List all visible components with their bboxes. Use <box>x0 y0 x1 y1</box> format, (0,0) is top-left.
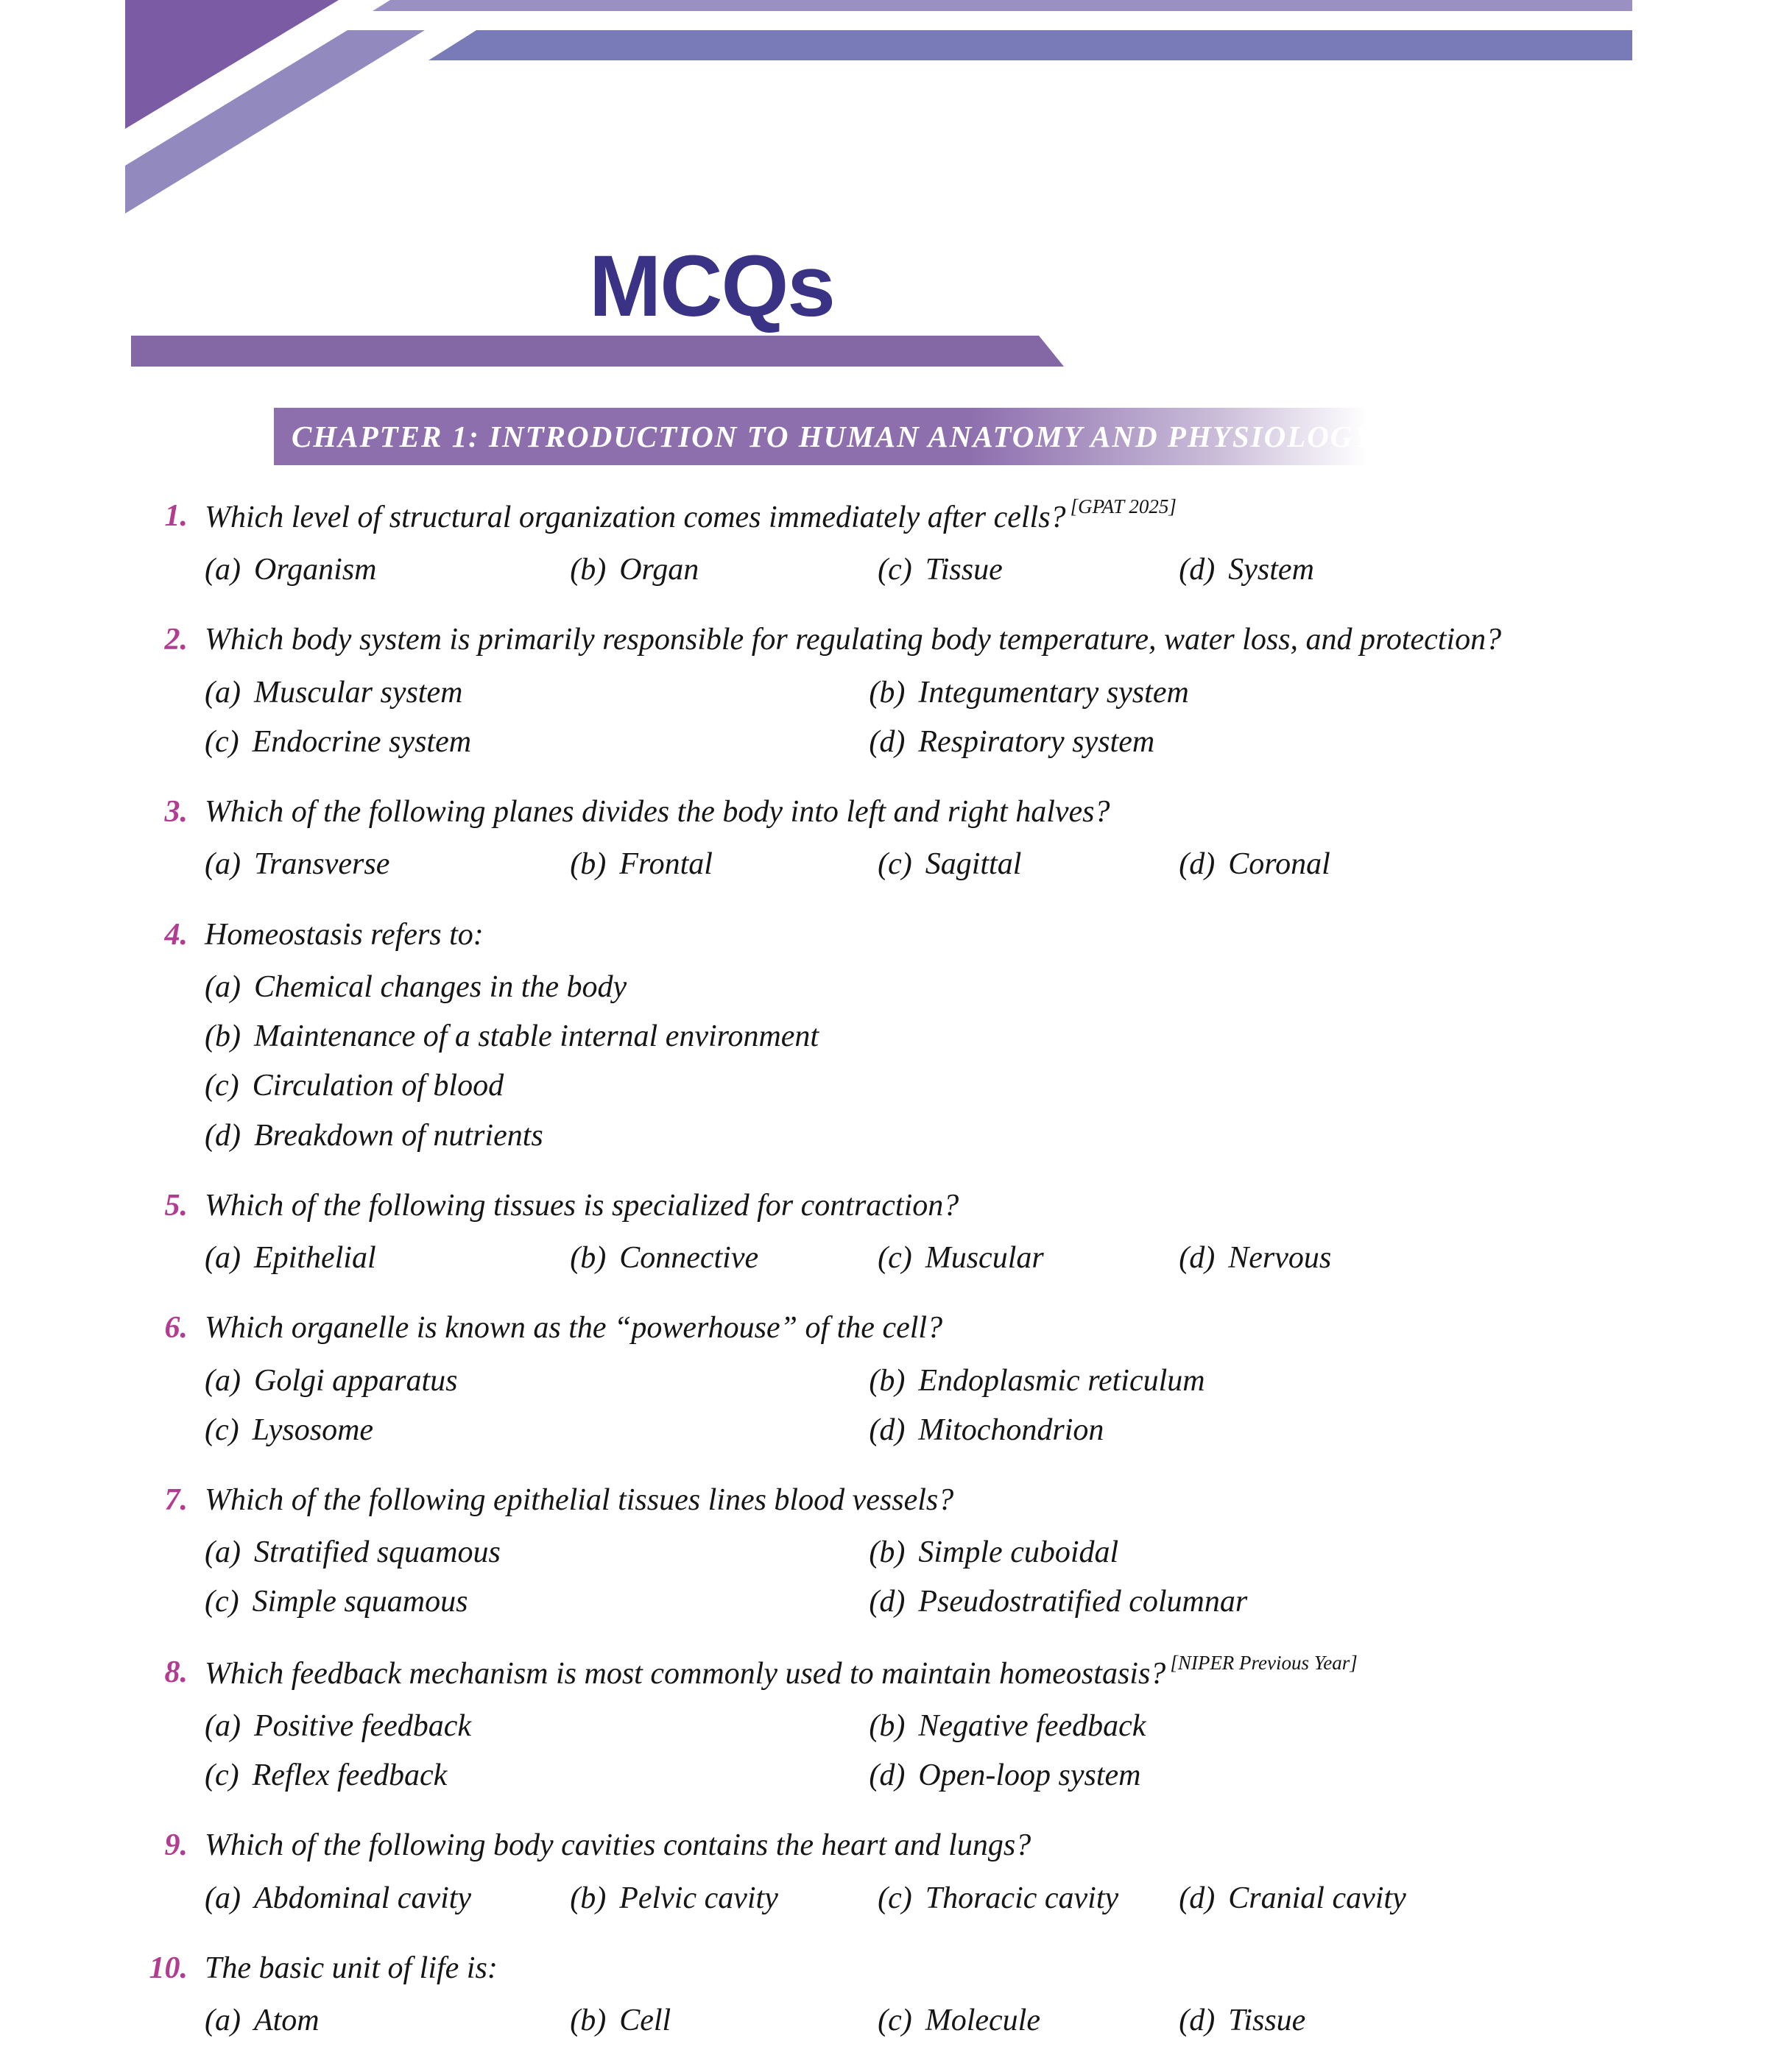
option[interactable] <box>205 1708 861 1745</box>
option-text: Molecule <box>925 2004 1040 2038</box>
option[interactable] <box>570 551 870 589</box>
option-label: (b) <box>570 1881 607 1915</box>
option-text: Integumentary system <box>918 675 1189 710</box>
question-number: 7. <box>164 1482 188 1517</box>
option-text: Mitochondrion <box>918 1412 1104 1447</box>
question-number: 5. <box>164 1188 188 1223</box>
question-text: Which of the following body cavities contains the heart and lungs? <box>205 1828 1031 1863</box>
option-label: (a) <box>205 1708 241 1743</box>
option-text: Epithelial <box>253 1241 376 1276</box>
option-text: Pseudostratified columnar <box>918 1585 1248 1619</box>
options-grid <box>205 674 1642 761</box>
question <box>125 1651 1642 1795</box>
option-label: (c) <box>205 1758 239 1793</box>
question-number: 4. <box>164 917 188 952</box>
question <box>125 1950 1642 2040</box>
option-text: Tissue <box>925 553 1003 587</box>
option[interactable] <box>205 1880 562 1917</box>
option-text: Endocrine system <box>252 724 472 759</box>
option-label: (b) <box>570 553 607 587</box>
question-row <box>125 916 1642 954</box>
option[interactable] <box>869 1757 1642 1795</box>
option[interactable] <box>205 724 861 761</box>
option-text: Simple squamous <box>252 1585 468 1619</box>
options-grid <box>205 969 1642 1155</box>
option[interactable] <box>205 1018 1642 1056</box>
option[interactable] <box>1179 846 1642 883</box>
option-text: Muscular <box>925 1241 1044 1276</box>
option-label: (d) <box>869 1585 906 1619</box>
option-label: (a) <box>205 1363 241 1398</box>
option-label: (b) <box>869 1363 906 1398</box>
option-label: (c) <box>205 1585 239 1619</box>
question <box>125 1482 1642 1622</box>
option-text: Muscular system <box>253 675 463 710</box>
option-text: Atom <box>253 2004 320 2038</box>
option-text: Chemical changes in the body <box>253 969 627 1004</box>
options-grid <box>205 1708 1642 1795</box>
options-grid <box>205 2002 1642 2040</box>
option[interactable] <box>869 1708 1642 1745</box>
option[interactable] <box>1179 1240 1642 1277</box>
option-label: (d) <box>1179 847 1216 882</box>
option-text: Golgi apparatus <box>253 1363 458 1398</box>
option-label: (a) <box>205 1535 241 1570</box>
option-text: Thoracic cavity <box>925 1881 1119 1915</box>
option[interactable] <box>205 1412 861 1449</box>
option[interactable] <box>205 1757 861 1795</box>
option[interactable] <box>869 1362 1642 1400</box>
question-text: Homeostasis refers to: <box>205 917 484 952</box>
option-text: Sagittal <box>925 847 1022 882</box>
question <box>125 916 1642 1155</box>
option-label: (c) <box>878 1881 912 1915</box>
question-row <box>125 1827 1642 1864</box>
option[interactable] <box>1179 551 1642 589</box>
question <box>125 1187 1642 1277</box>
question-text: Which of the following planes divides the body into left and right halves? <box>205 795 1110 830</box>
options-grid <box>205 846 1642 883</box>
option[interactable] <box>205 1534 861 1571</box>
option-text: Endoplasmic reticulum <box>918 1363 1205 1398</box>
question <box>125 1827 1642 1917</box>
deco-top-strip <box>373 0 1632 11</box>
question-row <box>125 1651 1642 1693</box>
question-text: Which of the following epithelial tissues lines blood vessels? <box>205 1482 954 1517</box>
option[interactable] <box>869 1534 1642 1571</box>
option-text: Transverse <box>253 847 390 882</box>
option[interactable] <box>869 1412 1642 1449</box>
option-text: Connective <box>619 1241 759 1276</box>
option[interactable] <box>1179 1880 1642 1917</box>
question-text: Which of the following tissues is specialized for contraction? <box>205 1188 959 1223</box>
question-source-tag: [GPAT 2025] <box>1070 495 1177 517</box>
options-grid <box>205 551 1642 589</box>
options-grid <box>205 1534 1642 1621</box>
question-row <box>125 621 1642 659</box>
option[interactable] <box>878 846 1171 883</box>
question-row <box>125 495 1642 537</box>
question-row <box>125 1482 1642 1519</box>
option-label: (c) <box>878 1241 912 1276</box>
question <box>125 1309 1642 1449</box>
option[interactable] <box>205 1240 562 1277</box>
option-label: (b) <box>869 675 906 710</box>
option-label: (c) <box>878 847 912 882</box>
option-label: (d) <box>1179 1241 1216 1276</box>
option-text: System <box>1228 553 1314 587</box>
option-text: Maintenance of a stable internal environment <box>253 1019 819 1054</box>
option-text: Respiratory system <box>918 724 1155 759</box>
question-number: 2. <box>164 623 188 657</box>
option[interactable] <box>205 1362 861 1400</box>
option[interactable] <box>570 1880 870 1917</box>
title-underline-bar <box>131 336 1064 367</box>
option-label: (c) <box>878 2004 912 2038</box>
option-text: Nervous <box>1228 1241 1332 1276</box>
question-number: 9. <box>164 1828 188 1863</box>
option-text: Open-loop system <box>918 1758 1141 1793</box>
option-label: (b) <box>869 1535 906 1570</box>
option-label: (c) <box>205 1412 239 1447</box>
option[interactable] <box>570 2002 870 2040</box>
option-label: (d) <box>1179 553 1216 587</box>
option-text: Organism <box>253 553 377 587</box>
option[interactable] <box>205 969 1642 1006</box>
option[interactable] <box>869 1583 1642 1621</box>
option-label: (d) <box>869 724 906 759</box>
option[interactable] <box>878 1880 1171 1917</box>
options-grid <box>205 1240 1642 1277</box>
option-text: Cell <box>619 2004 671 2038</box>
question-text: The basic unit of life is: <box>205 1951 498 1985</box>
option-label: (d) <box>1179 2004 1216 2038</box>
chapter-banner <box>274 408 1378 465</box>
option-text: Coronal <box>1228 847 1330 882</box>
option[interactable] <box>205 1583 861 1621</box>
option-label: (d) <box>205 1118 241 1153</box>
option-text: Negative feedback <box>918 1708 1146 1743</box>
option-label: (c) <box>205 724 239 759</box>
option-label: (b) <box>570 1241 607 1276</box>
options-grid <box>205 1362 1642 1449</box>
question-text: Which level of structural organization comes immediately after cells? [GPAT 2025] <box>205 495 1177 534</box>
option[interactable] <box>1179 2002 1642 2040</box>
option-text: Reflex feedback <box>252 1758 448 1793</box>
question-text: Which feedback mechanism is most commonly used to maintain homeostasis? [NIPER Previous Year] <box>205 1651 1358 1691</box>
option-text: Breakdown of nutrients <box>253 1118 543 1153</box>
question-source-tag: [NIPER Previous Year] <box>1170 1651 1358 1674</box>
option-text: Frontal <box>619 847 713 882</box>
option-text: Tissue <box>1228 2004 1306 2038</box>
option[interactable] <box>205 674 861 712</box>
options-grid <box>205 1880 1642 1917</box>
option-label: (a) <box>205 675 241 710</box>
question-row <box>125 1950 1642 1987</box>
option-label: (d) <box>869 1412 906 1447</box>
option[interactable] <box>570 1240 870 1277</box>
question <box>125 621 1642 761</box>
option-label: (d) <box>1179 1881 1216 1915</box>
question-row <box>125 1309 1642 1347</box>
option-label: (a) <box>205 2004 241 2038</box>
question-text: Which organelle is known as the “powerhouse” of the cell? <box>205 1311 943 1346</box>
question-row <box>125 793 1642 831</box>
deco-top-bar <box>428 30 1632 60</box>
question-number: 1. <box>164 499 188 533</box>
option-label: (a) <box>205 1881 241 1915</box>
question-number: 3. <box>164 795 188 830</box>
option-text: Simple cuboidal <box>918 1535 1119 1570</box>
chapter-banner-text: CHAPTER 1: INTRODUCTION TO HUMAN ANATOMY AND PHYSIOLOGY <box>292 420 1374 453</box>
question-row <box>125 1187 1642 1225</box>
question <box>125 495 1642 589</box>
option-label: (a) <box>205 969 241 1004</box>
option[interactable] <box>878 2002 1171 2040</box>
option-text: Stratified squamous <box>253 1535 501 1570</box>
option[interactable] <box>205 551 562 589</box>
option-label: (c) <box>205 1069 239 1103</box>
option-text: Abdominal cavity <box>253 1881 472 1915</box>
question-text: Which body system is primarily responsible for regulating body temperature, water loss, and protection? <box>205 623 1502 657</box>
option[interactable] <box>878 1240 1171 1277</box>
option[interactable] <box>205 1117 1642 1155</box>
option-text: Cranial cavity <box>1228 1881 1406 1915</box>
option[interactable] <box>878 551 1171 589</box>
option-text: Organ <box>619 553 699 587</box>
question-number: 8. <box>164 1655 188 1689</box>
question-number: 10. <box>149 1951 188 1985</box>
option-label: (b) <box>869 1708 906 1743</box>
option-label: (a) <box>205 553 241 587</box>
option-label: (a) <box>205 847 241 882</box>
option[interactable] <box>205 2002 562 2040</box>
option[interactable] <box>205 1067 1642 1105</box>
option-label: (d) <box>869 1758 906 1793</box>
option-text: Positive feedback <box>253 1708 472 1743</box>
option[interactable] <box>205 846 562 883</box>
questions-list <box>125 495 1642 2072</box>
option-label: (b) <box>570 847 607 882</box>
option-label: (c) <box>878 553 912 587</box>
option-text: Circulation of blood <box>252 1069 504 1103</box>
option-text: Lysosome <box>252 1412 374 1447</box>
question <box>125 793 1642 883</box>
option-label: (b) <box>570 2004 607 2038</box>
option-text: Pelvic cavity <box>619 1881 778 1915</box>
option[interactable] <box>869 724 1642 761</box>
option-label: (a) <box>205 1241 241 1276</box>
title-block <box>0 238 1767 367</box>
option[interactable] <box>869 674 1642 712</box>
option[interactable] <box>570 846 870 883</box>
page-title: MCQs <box>589 238 834 335</box>
question-number: 6. <box>164 1311 188 1346</box>
option-label: (b) <box>205 1019 241 1054</box>
